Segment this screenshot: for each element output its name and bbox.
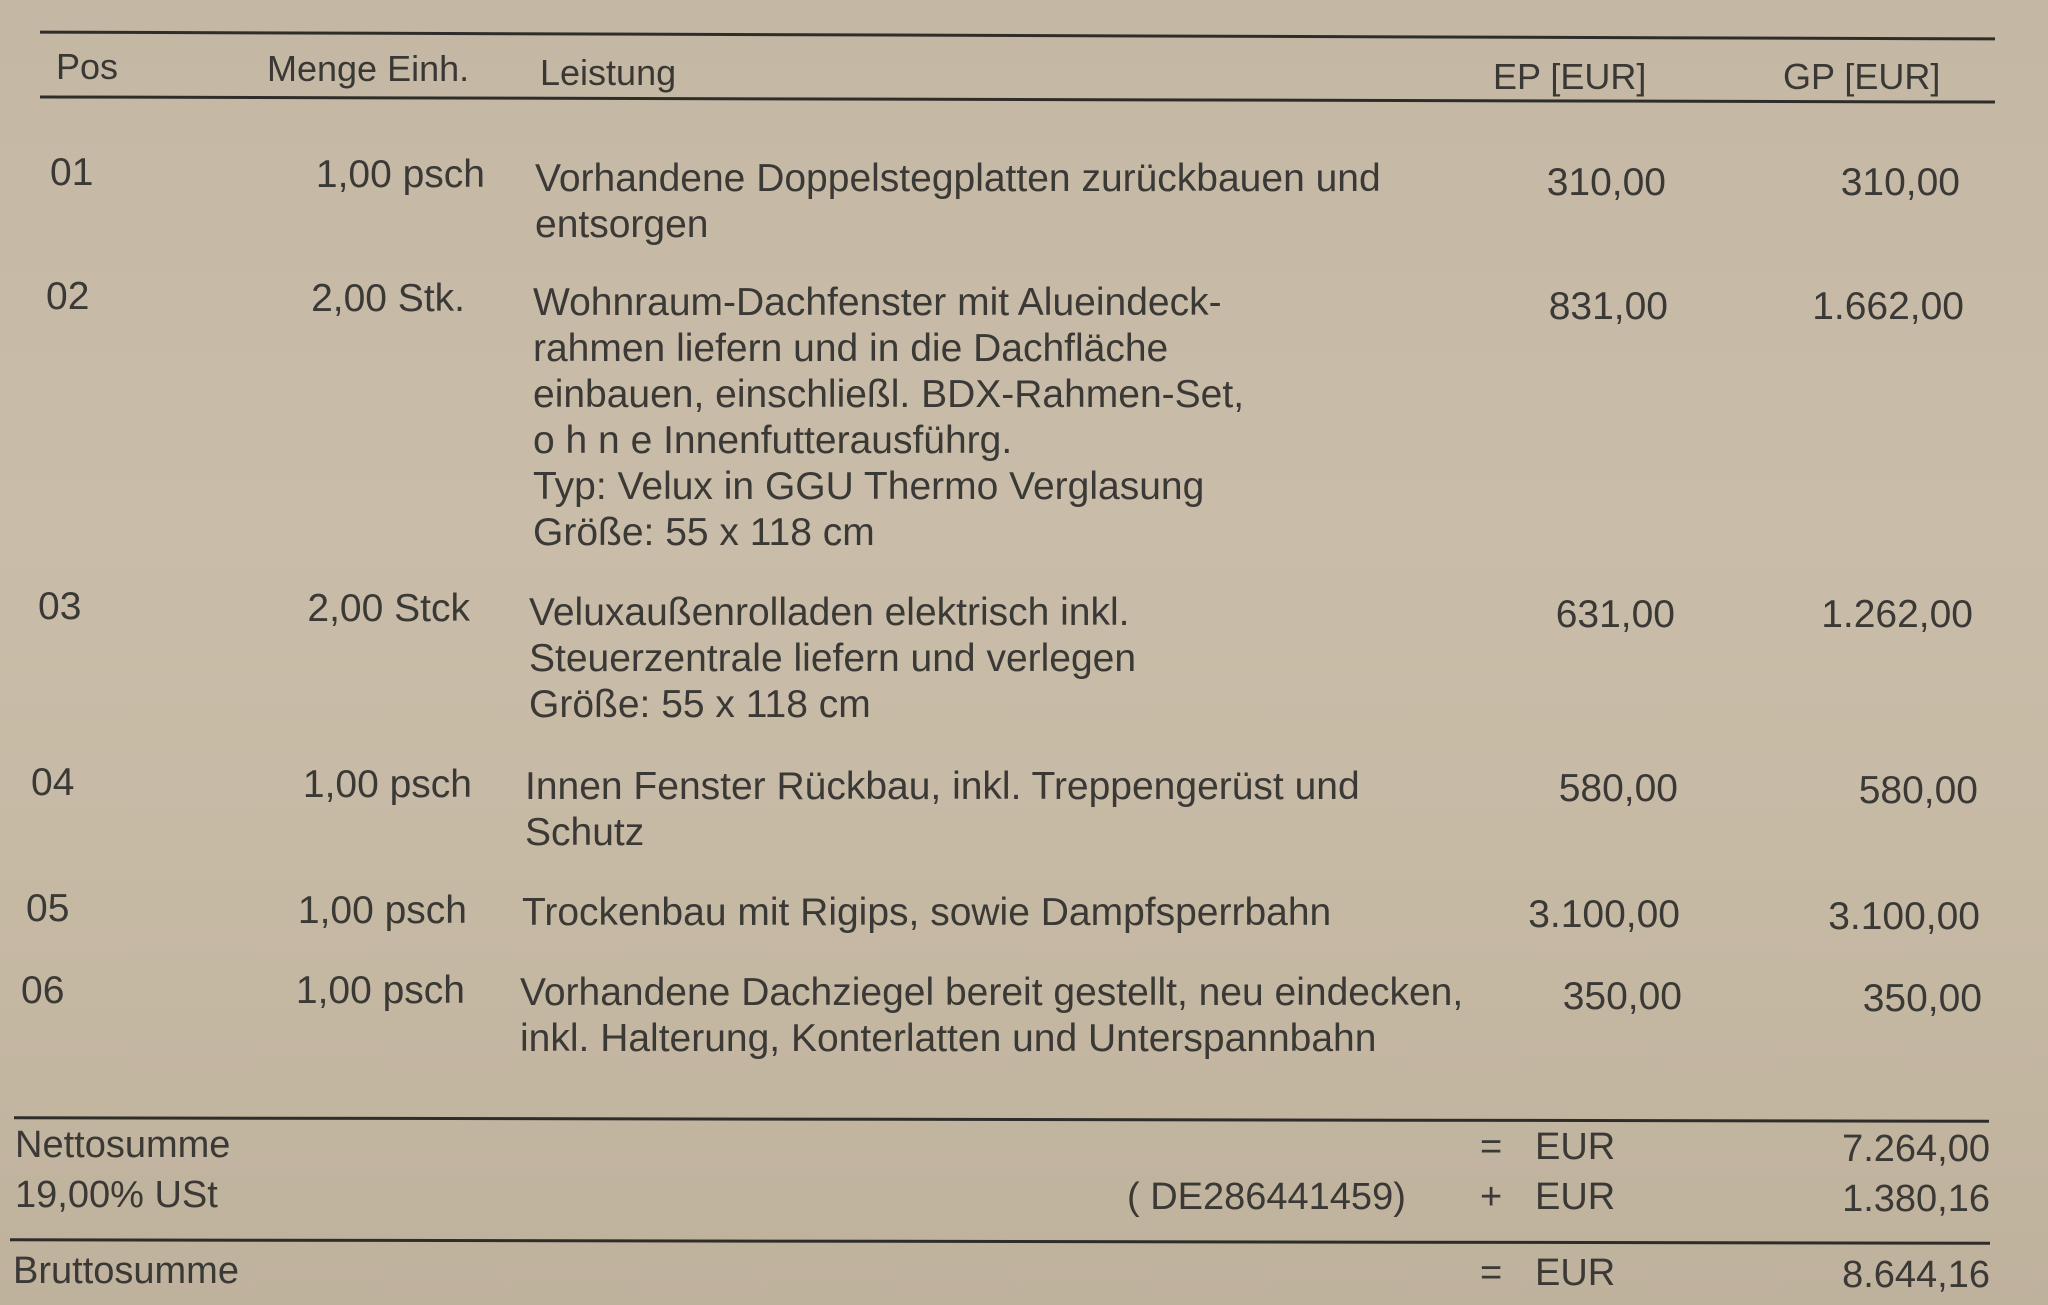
- row-menge: 1,00 psch: [295, 969, 465, 1012]
- desc-line: Vorhandene Dachziegel bereit gestellt, neu eindecken,: [520, 971, 1464, 1014]
- row-pos: 05: [26, 887, 70, 930]
- desc-line: entsorgen: [535, 203, 709, 246]
- ust-currency: EUR: [1535, 1176, 1616, 1218]
- row-pos: 01: [50, 151, 94, 194]
- desc-line: Typ: Velux in GGU Thermo Verglasung: [533, 465, 1205, 508]
- ust-operator: +: [1480, 1176, 1503, 1218]
- ust-label: 19,00% USt: [15, 1174, 218, 1216]
- desc-line: Schutz: [525, 811, 645, 854]
- row-menge: 1,00 psch: [297, 889, 467, 932]
- brutto-currency: EUR: [1535, 1252, 1616, 1294]
- row-ep: 3.100,00: [1528, 893, 1680, 936]
- netto-currency: EUR: [1535, 1126, 1616, 1168]
- row-pos: 04: [31, 761, 75, 804]
- netto-value: 7.264,00: [1842, 1128, 1990, 1170]
- row-description: [529, 590, 1136, 728]
- header-leistung: Leistung: [540, 52, 677, 93]
- row-description: [525, 764, 1360, 856]
- header-rule: [40, 95, 1995, 103]
- desc-line: Steuerzentrale liefern und verlegen: [529, 637, 1137, 680]
- desc-line: Veluxaußenrolladen elektrisch inkl.: [529, 591, 1130, 634]
- desc-line: Wohnraum-Dachfenster mit Alueindeck-: [533, 281, 1222, 324]
- row-gp: 1.262,00: [1821, 593, 1973, 636]
- desc-line: o h n e Innenfutterausführg.: [533, 419, 1013, 462]
- row-ep: 310,00: [1546, 161, 1666, 204]
- desc-line: Größe: 55 x 118 cm: [529, 683, 871, 726]
- row-menge: 1,00 psch: [315, 153, 485, 196]
- desc-line: Trockenbau mit Rigips, sowie Dampfsperrbahn: [522, 891, 1332, 934]
- desc-line: rahmen liefern und in die Dachfläche: [533, 327, 1169, 370]
- desc-line: einbauen, einschließl. BDX-Rahmen-Set,: [533, 373, 1245, 416]
- header-gp: GP [EUR]: [1783, 56, 1941, 97]
- netto-label: Nettosumme: [15, 1124, 231, 1166]
- row-gp: 3.100,00: [1828, 895, 1980, 938]
- row-ep: 580,00: [1558, 767, 1678, 810]
- header-menge-einh: Menge Einh.: [267, 48, 470, 89]
- row-gp: 1.662,00: [1812, 285, 1964, 328]
- row-pos: 06: [21, 969, 65, 1012]
- row-menge: 2,00 Stck: [307, 587, 470, 630]
- row-description: [535, 156, 1381, 248]
- row-ep: 631,00: [1555, 593, 1675, 636]
- row-description: [522, 890, 1331, 936]
- brutto-label: Bruttosumme: [13, 1250, 239, 1292]
- brutto-rule: [10, 1238, 1990, 1244]
- desc-line: Größe: 55 x 118 cm: [533, 511, 875, 554]
- header-ep: EP [EUR]: [1493, 56, 1647, 97]
- row-pos: 03: [38, 585, 82, 628]
- row-pos: 02: [46, 275, 90, 318]
- ust-value: 1.380,16: [1842, 1178, 1990, 1220]
- row-ep: 831,00: [1548, 285, 1668, 328]
- row-ep: 350,00: [1562, 975, 1682, 1018]
- row-menge: 2,00 Stk.: [311, 277, 465, 320]
- desc-line: Innen Fenster Rückbau, inkl. Treppengerüst und: [525, 765, 1360, 808]
- desc-line: inkl. Halterung, Konterlatten und Unterspannbahn: [520, 1017, 1377, 1060]
- brutto-operator: =: [1480, 1252, 1503, 1294]
- netto-operator: =: [1480, 1126, 1503, 1168]
- row-gp: 310,00: [1840, 161, 1960, 204]
- row-gp: 350,00: [1862, 977, 1982, 1020]
- top-rule: [40, 31, 1995, 41]
- row-gp: 580,00: [1858, 769, 1978, 812]
- row-description: [533, 280, 1244, 556]
- ust-id: ( DE286441459): [1127, 1176, 1406, 1218]
- header-pos: Pos: [56, 46, 119, 87]
- desc-line: Vorhandene Doppelstegplatten zurückbauen und: [535, 157, 1381, 200]
- brutto-value: 8.644,16: [1842, 1254, 1990, 1296]
- row-menge: 1,00 psch: [302, 763, 472, 806]
- summary-rule: [14, 1116, 1989, 1122]
- row-description: [520, 970, 1463, 1062]
